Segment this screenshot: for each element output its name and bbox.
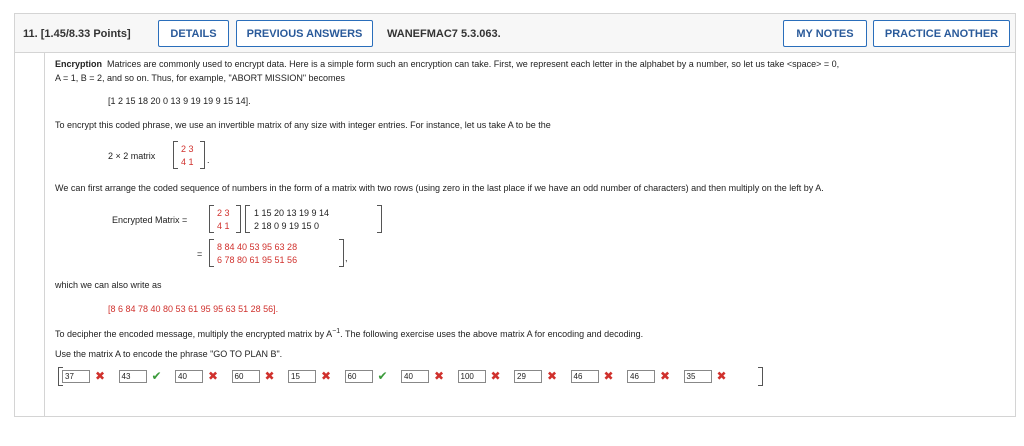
check-icon: ✔ [377, 369, 388, 383]
decipher-rest: . The following exercise uses the above matrix A for encoding and decoding. [340, 329, 644, 339]
my-notes-button[interactable]: MY NOTES [783, 20, 867, 47]
answer-input-7[interactable]: 40 [401, 370, 429, 383]
intro-line-2: A = 1, B = 2, and so on. Thus, for example, "ABORT MISSION" becomes [55, 73, 346, 83]
check-icon: ✔ [151, 369, 162, 383]
answer-input-8[interactable]: 100 [458, 370, 486, 383]
matrix-a-row-1: 2 3 [181, 144, 194, 154]
coded-matrix-left-bracket [245, 205, 250, 233]
also-write-line: which we can also write as [55, 280, 162, 290]
result-matrix-left-bracket [209, 239, 214, 267]
result-matrix-row-1: 8 84 40 53 95 63 28 [217, 242, 298, 252]
decipher-text: To decipher the encoded message, multiply the encrypted matrix by A [55, 329, 333, 339]
matrix-a-row-2: 4 1 [181, 157, 194, 167]
cross-icon: ✖ [716, 369, 727, 383]
matrix-a-right-bracket [200, 141, 205, 169]
intro-paragraph [55, 59, 839, 69]
answer-input-10[interactable]: 46 [571, 370, 599, 383]
answer-input-11[interactable]: 46 [627, 370, 655, 383]
answer-input-5[interactable]: 15 [288, 370, 316, 383]
coded-matrix-row-2: 2 18 0 9 19 15 0 [254, 221, 320, 231]
problem-code: WANEFMAC7 5.3.063. [387, 28, 501, 40]
decipher-paragraph [55, 328, 643, 339]
cross-icon: ✖ [660, 369, 671, 383]
coded-matrix-row-1: 1 15 20 13 19 9 14 [254, 208, 330, 218]
practice-another-button[interactable]: PRACTICE ANOTHER [873, 20, 1010, 47]
intro-bold: Encryption [55, 59, 103, 69]
question-body [44, 53, 1016, 417]
intro-text: Matrices are commonly used to encrypt data. Here is a simple form such an encryption can take. First, we represent each letter in the alphabet by a number, so let us take <space> = 0, [107, 59, 840, 69]
encrypt-explanation: To encrypt this coded phrase, we use an invertible matrix of any size with integer entries. For instance, let us take A to be the [55, 120, 551, 130]
coded-sequence: [1 2 15 18 20 0 13 9 19 19 9 15 14]. [108, 96, 251, 106]
details-button[interactable]: DETAILS [158, 20, 229, 47]
matrix-a-period: . [207, 155, 210, 165]
answer-input-3[interactable]: 40 [175, 370, 203, 383]
equals-sign: = [197, 249, 203, 259]
previous-answers-button[interactable]: PREVIOUS ANSWERS [236, 20, 373, 47]
matrix-a2-row-2: 4 1 [217, 221, 230, 231]
result-matrix-right-bracket [339, 239, 344, 267]
matrix-a2-right-bracket [236, 205, 241, 233]
question-header [14, 13, 1016, 53]
encrypted-matrix-label: Encrypted Matrix = [112, 215, 188, 225]
cross-icon: ✖ [434, 369, 445, 383]
answer-input-12[interactable]: 35 [684, 370, 712, 383]
cross-icon: ✖ [264, 369, 275, 383]
decipher-exponent: −1 [332, 328, 341, 335]
answer-input-4[interactable]: 60 [232, 370, 260, 383]
cross-icon: ✖ [603, 369, 614, 383]
cross-icon: ✖ [321, 369, 332, 383]
cross-icon: ✖ [547, 369, 558, 383]
arrange-explanation: We can first arrange the coded sequence of numbers in the form of a matrix with two rows (using zero in the last place if we have an odd number of characters) and then multiply on the left by A. [55, 183, 824, 193]
answer-input-2[interactable]: 43 [119, 370, 147, 383]
result-matrix-comma: , [345, 253, 348, 263]
cross-icon: ✖ [208, 369, 219, 383]
answer-right-bracket [758, 367, 763, 386]
matrix-label: 2 × 2 matrix [108, 151, 156, 161]
answer-input-1[interactable]: 37 [62, 370, 90, 383]
question-points: [1.45/8.33 Points] [40, 28, 131, 40]
matrix-a2-row-1: 2 3 [217, 208, 230, 218]
matrix-a2-left-bracket [209, 205, 214, 233]
cross-icon: ✖ [95, 369, 106, 383]
question-number-text: 11. [23, 28, 38, 40]
coded-matrix-right-bracket [377, 205, 382, 233]
result-matrix-row-2: 6 78 80 61 95 51 56 [217, 255, 298, 265]
answer-input-9[interactable]: 29 [514, 370, 542, 383]
cross-icon: ✖ [490, 369, 501, 383]
question-number [23, 28, 131, 40]
answer-input-6[interactable]: 60 [345, 370, 373, 383]
matrix-a-left-bracket [173, 141, 178, 169]
task-instruction: Use the matrix A to encode the phrase "GO TO PLAN B". [55, 349, 283, 359]
encrypted-sequence: [8 6 84 78 40 80 53 61 95 95 63 51 28 56]. [108, 304, 279, 314]
